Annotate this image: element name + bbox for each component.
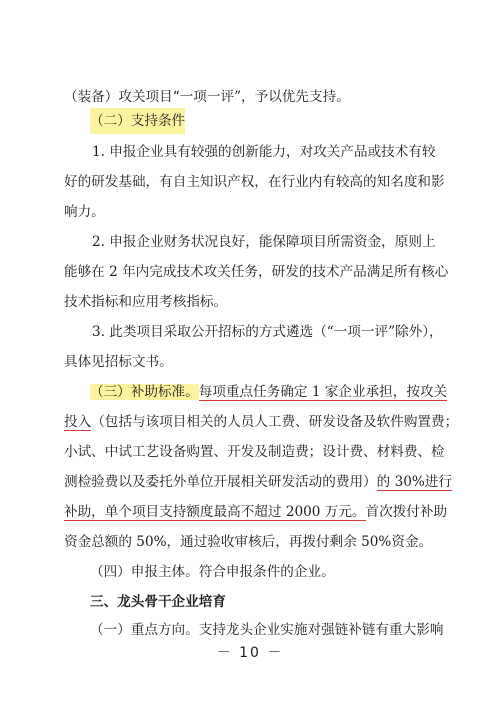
text-line <box>0 529 500 555</box>
underlined-text: 每项重点任务确定 1 家企业承担，按攻关 <box>198 384 448 400</box>
paragraph-text: 好的研发基础，有自主知识产权，在行业内有较高的知名度和影 <box>64 174 445 190</box>
text-line <box>0 319 500 345</box>
underlined-text: 的 30%进行 <box>376 474 452 490</box>
text-line <box>0 289 500 315</box>
paragraph-text: 首次拨付补助 <box>365 504 448 520</box>
paragraph-text: 能够在 2 年内完成技术攻关任务，研发的技术产品满足所有核心 <box>64 264 449 280</box>
paragraph-text: 测检验费以及委托外单位开展相关研发活动的费用） <box>64 474 377 490</box>
paragraph-text: （装备）攻关项目“一项一评”，予以优先支持。 <box>64 89 350 105</box>
paragraph-text: 具体见招标文书。 <box>64 354 173 370</box>
section-heading-leading-enterprises: 三、龙头骨干企业培育 <box>90 594 226 610</box>
text-line <box>0 139 500 165</box>
paragraph-text: 3. 此类项目采取公开招标的方式遴选（“一项一评”除外）， <box>92 324 443 340</box>
text-line <box>0 169 500 195</box>
paragraph-text: （四）申报主体。符合申报条件的企业。 <box>90 564 335 580</box>
text-line <box>0 349 500 375</box>
text-line <box>0 259 500 285</box>
text-line <box>0 409 500 435</box>
text-line <box>0 199 500 225</box>
paragraph-text: 资金总额的 50%，通过验收审核后，再拨付剩余 50%资金。 <box>64 534 433 550</box>
text-line <box>0 379 500 405</box>
paragraph-text: 响力。 <box>64 204 105 220</box>
paragraph-text: （包括与该项目相关的人员人工费、研发设备及软件购置费； <box>91 414 459 430</box>
underlined-text: 投入 <box>64 414 92 430</box>
text-line <box>0 559 500 585</box>
page-number: － 10 － <box>216 645 284 661</box>
paragraph-text: （一）重点方向。支持龙头企业实施对强链补链有重大影响 <box>90 622 444 638</box>
paragraph-text: 2. 申报企业财务状况良好，能保障项目所需资金，原则上 <box>92 234 436 250</box>
paragraph-text: 1. 申报企业具有较强的创新能力，对攻关产品或技术有较 <box>92 144 436 160</box>
underlined-text: 补助，单个项目支持额度最高不超过 2000 万元。 <box>64 504 366 520</box>
paragraph-text: 小试、中试工艺设备购置、开发及制造费；设计费、材料费、检 <box>64 444 445 460</box>
section-heading-support-conditions: （二）支持条件 <box>90 108 185 134</box>
text-line <box>0 439 500 465</box>
text-line <box>0 84 500 110</box>
section-heading-line <box>0 108 500 134</box>
text-line <box>0 617 500 643</box>
text-line <box>0 469 500 495</box>
text-line <box>0 499 500 525</box>
text-line <box>0 229 500 255</box>
section-heading-subsidy-standard: （三）补助标准。 <box>90 384 199 400</box>
text-line <box>0 589 500 615</box>
paragraph-text: 技术指标和应用考核指标。 <box>64 294 228 310</box>
